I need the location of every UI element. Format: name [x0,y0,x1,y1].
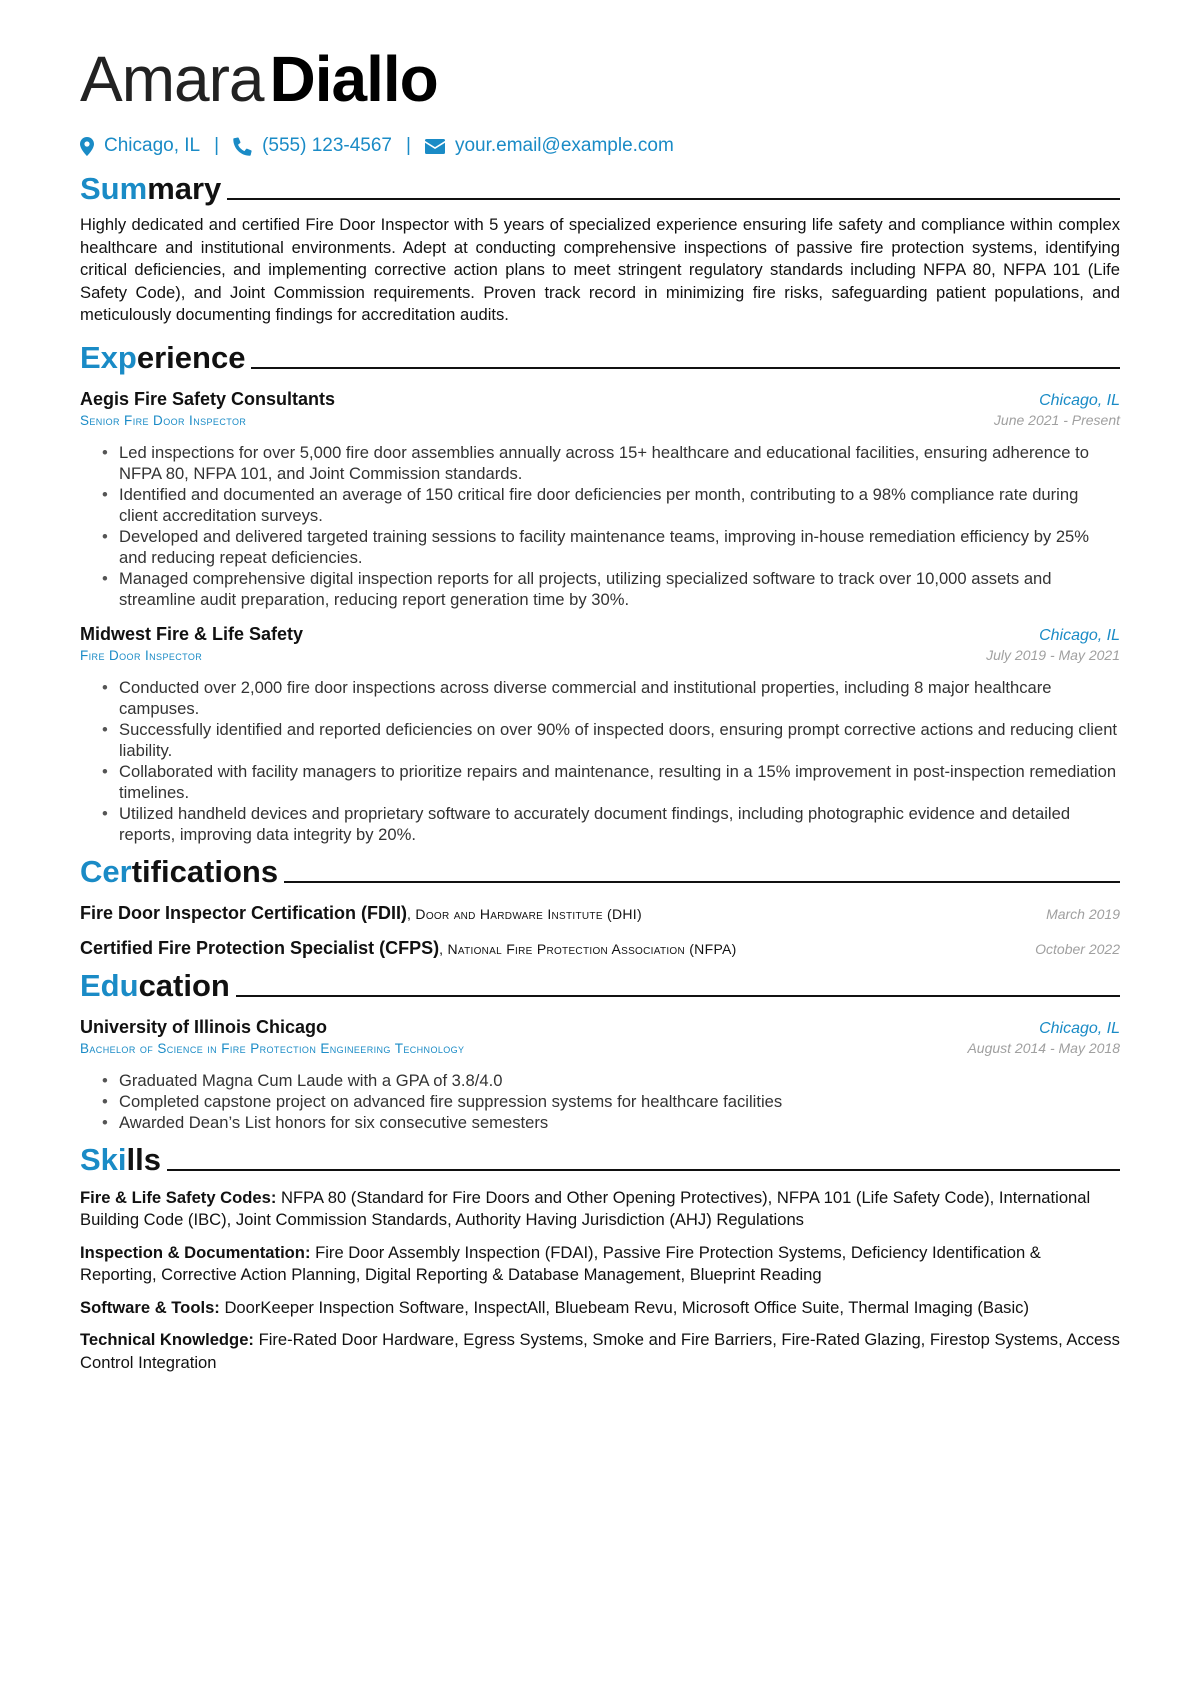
certification-item [80,903,1120,924]
section-title: Skills [80,1141,161,1177]
section-divider [284,881,1120,883]
certification-date: March 2019 [1046,905,1120,922]
job-dates: June 2021 - Present [993,411,1120,428]
skill-group [80,1297,1120,1320]
skill-group [80,1329,1120,1374]
skills-section-heading [80,1141,1120,1179]
list-item: • Conducted over 2,000 fire door inspections across diverse commercial and institutional properties, including 8 major healthcare campuses. [102,677,1120,719]
education-dates: August 2014 - May 2018 [967,1039,1120,1056]
summary-text: Highly dedicated and certified Fire Door Inspector with 5 years of specialized experience ensuring life safety and compliance within complex healthcare and institutional environments. Adept at conducting comprehensive inspections of passive fire protection systems, identifying critical deficiencies, and implementing corrective action plans to meet stringent regulatory standards including NFPA 80, NFPA 101 (Life Safety Code), and Joint Commission requirements. Proven track record in minimizing fire risks, safeguarding patient populations, and meticulously documenting findings for accreditation audits. [80,215,1120,324]
candidate-name [80,40,1120,118]
contact-location [80,135,200,157]
company-name: Midwest Fire & Life Safety [80,623,304,644]
section-title: Experience [80,339,246,375]
job-title: Senior Fire Door Inspector [80,412,247,428]
education-bullets [80,1070,1120,1133]
email-link[interactable]: your.email@example.com [454,135,674,156]
job-bullets [80,677,1120,845]
skill-group [80,1187,1120,1232]
certification-issuer: , National Fire Protection Association (NFPA) [439,940,737,957]
job-entry [80,389,1120,610]
job-title: Fire Door Inspector [80,647,203,663]
list-item: • Managed comprehensive digital inspection reports for all projects, utilizing specialized software to track over 10,000 assets and streamline audit preparation, reducing report generation time by 30%. [102,568,1120,610]
certification-name: Certified Fire Protection Specialist (CFPS) [80,937,440,958]
contact-phone[interactable] [233,135,392,157]
certification-issuer: , Door and Hardware Institute (DHI) [407,905,642,922]
job-bullets [80,442,1120,610]
skill-group-text: Fire Door Assembly Inspection (FDAI), Passive Fire Protection Systems, Deficiency Identification & Reporting, Corrective Action Planning, Digital Reporting & Database Management, Blueprint Reading [80,1242,1041,1284]
certification-name: Fire Door Inspector Certification (FDII) [80,902,408,923]
last-name: Diallo [269,43,438,115]
skill-group-text: NFPA 80 (Standard for Fire Doors and Other Opening Protectives), NFPA 101 (Life Safety Code), International Building Code (IBC), Joint Commission Standards, Authority Having Jurisdiction (AHJ) Regulations [80,1187,1091,1229]
section-divider [227,198,1120,200]
list-item: • Led inspections for over 5,000 fire door assemblies annually across 15+ healthcare and educational facilities, ensuring adherence to NFPA 80, NFPA 101, and Joint Commission standards. [102,442,1120,484]
list-item: • Utilized handheld devices and proprietary software to accurately document findings, including photographic evidence and detailed reports, improving data integrity by 20%. [102,803,1120,845]
certifications-section-heading [80,853,1120,891]
summary-section-heading [80,170,1120,208]
skill-group [80,1242,1120,1287]
list-item: • Graduated Magna Cum Laude with a GPA of 3.8/4.0 [102,1070,1120,1091]
job-entry [80,624,1120,845]
degree: Bachelor of Science in Fire Protection Engineering Technology [80,1040,465,1056]
section-divider [167,1169,1120,1171]
skill-group-label: Inspection & Documentation: [80,1242,311,1262]
phone-icon [233,137,252,156]
section-title: Certifications [80,853,279,889]
section-divider [236,995,1120,997]
certification-item [80,938,1120,959]
list-item: • Collaborated with facility managers to prioritize repairs and maintenance, resulting in a 15% improvement in post-inspection remediation timelines. [102,761,1120,803]
map-pin-icon [80,137,94,156]
certification-date: October 2022 [1035,940,1120,957]
job-location: Chicago, IL [1039,391,1120,409]
school-name: University of Illinois Chicago [80,1016,328,1037]
education-entry [80,1017,1120,1133]
school-location: Chicago, IL [1039,1019,1120,1037]
contact-email[interactable] [425,135,674,157]
skill-group-label: Technical Knowledge: [80,1330,254,1349]
resume-page [80,40,1120,1374]
skill-group-label: Software & Tools: [80,1297,220,1317]
first-name: Amara [80,43,264,115]
envelope-icon [425,139,445,154]
job-dates: July 2019 - May 2021 [986,646,1120,663]
skill-group-text: DoorKeeper Inspection Software, InspectAll, Bluebeam Revu, Microsoft Office Suite, Thermal Imaging (Basic) [219,1297,1029,1317]
list-item: • Developed and delivered targeted training sessions to facility maintenance teams, improving in-house remediation efficiency by 25% and reducing repeat deficiencies. [102,526,1120,568]
contact-bar [80,132,1120,160]
section-divider [251,367,1120,369]
contact-separator: | [406,135,411,156]
section-title: Education [80,967,230,1003]
list-item: • Awarded Dean’s List honors for six consecutive semesters [102,1112,1120,1133]
location-text: Chicago, IL [104,135,201,156]
skill-group-label: Fire & Life Safety Codes: [80,1187,277,1207]
list-item: • Identified and documented an average of 150 critical fire door deficiencies per month, contributing to a 98% compliance rate during client accreditation surveys. [102,484,1120,526]
job-location: Chicago, IL [1039,626,1120,644]
education-section-heading [80,967,1120,1005]
list-item: • Completed capstone project on advanced fire suppression systems for healthcare facilities [102,1091,1120,1112]
phone-text: (555) 123-4567 [262,135,392,156]
section-title: Summary [80,171,222,206]
contact-separator: | [214,135,220,156]
experience-section-heading [80,339,1120,377]
company-name: Aegis Fire Safety Consultants [80,388,336,409]
list-item: • Successfully identified and reported deficiencies on over 90% of inspected doors, ensuring prompt corrective actions and reducing client liability. [102,719,1120,761]
skill-group-text: Fire-Rated Door Hardware, Egress Systems, Smoke and Fire Barriers, Fire-Rated Glazing, Firestop Systems, Access Control Integration [80,1330,1120,1372]
